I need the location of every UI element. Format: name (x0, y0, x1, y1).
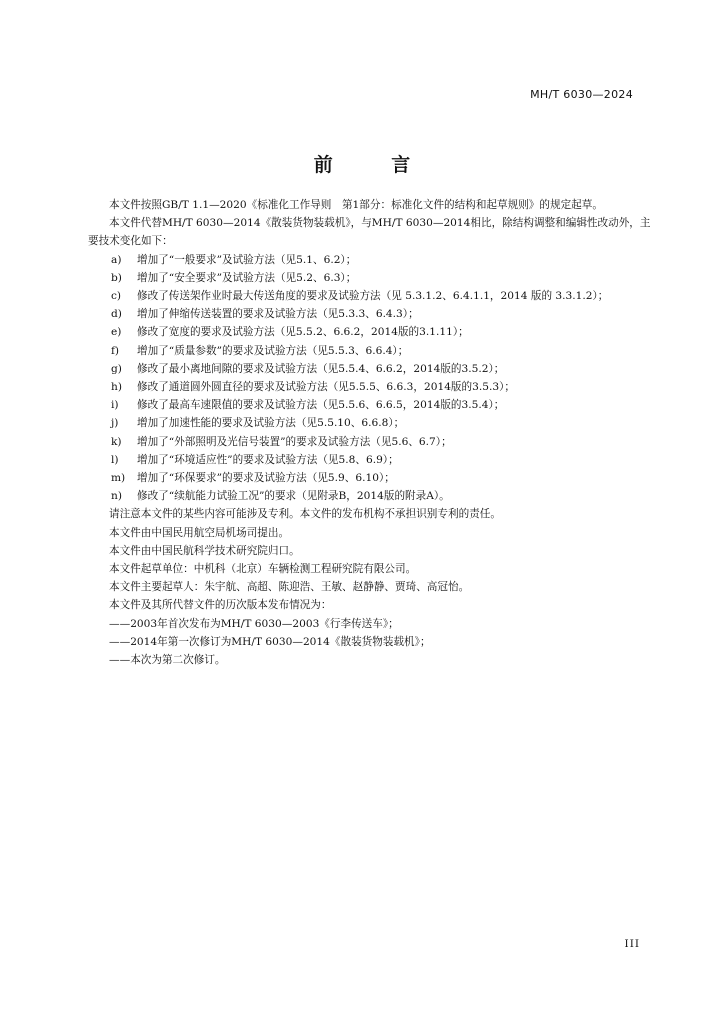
paragraph-replacement: 本文件代替MH/T 6030—2014《散装货物装载机》，与MH/T 6030—2014相比，除结构调整和编辑性改动外，主要技术变化如下： (88, 217, 651, 248)
list-item-text: 修改了宽度的要求及试验方法（见5.5.2、6.6.2，2014版的3.1.11）； (137, 326, 469, 339)
list-item-text: 修改了最高车速限值的要求及试验方法（见5.5.6、6.6.5，2014版的3.5.4）； (137, 399, 505, 412)
paragraph-drafting-rules: 本文件按照GB/T 1.1—2020《标准化工作导则 第1部分：标准化文件的结构和起草规则》的规定起草。 (109, 199, 603, 211)
list-item (88, 323, 660, 341)
drafters: 本文件主要起草人：朱宇航、高超、陈迎浩、王敏、赵静静、贾琦、高冠怡。 (109, 581, 470, 594)
list-item-text: 增加了“外部照明及光信号装置”的要求及试验方法（见5.6、6.7）； (137, 435, 452, 448)
history-list (88, 615, 660, 670)
list-item-text: 增加了“安全要求”及试验方法（见5.2、6.3）； (137, 271, 357, 284)
list-item-label: g) (111, 362, 122, 375)
list-item-text: 增加了加速性能的要求及试验方法（见5.5.10、6.6.8）； (137, 417, 405, 430)
history-item: ——2003年首次发布为MH/T 6030—2003《行李传送车》； (109, 617, 399, 630)
list-item-label: h) (111, 381, 122, 394)
list-item-text: 增加了伸缩传送装置的要求及试验方法（见5.3.3、6.4.3）； (137, 308, 419, 321)
list-item-label: e) (111, 326, 122, 339)
list-item (88, 469, 660, 487)
list-item-label: i) (111, 399, 119, 412)
list-item-text: 修改了传送架作业时最大传送角度的要求及试验方法（见 5.3.1.2、6.4.1.1，2014 版的 3.3.1.2）； (137, 290, 609, 303)
document-code: MH/T 6030—2024 (530, 88, 633, 101)
list-item (88, 305, 660, 323)
list-item (88, 414, 660, 432)
changes-list (88, 251, 660, 506)
page-number: III (624, 938, 640, 950)
list-item-label: j) (111, 417, 119, 430)
list-item-text: 修改了通道圆外圆直径的要求及试验方法（见5.5.5、6.6.3，2014版的3.5.3）； (137, 381, 515, 394)
list-item (88, 269, 660, 287)
list-item (88, 251, 660, 269)
list-item-label: k) (111, 435, 122, 448)
list-item-label: b) (111, 271, 122, 284)
list-item-text: 增加了“环保要求”的要求及试验方法（见5.9、6.10）； (137, 472, 395, 485)
list-item-text: 增加了“环境适应性”的要求及试验方法（见5.8、6.9）； (137, 453, 399, 466)
proposer-statement: 本文件由中国民用航空局机场司提出。 (109, 526, 290, 539)
list-item-label: a) (111, 253, 122, 266)
list-item-text: 修改了“续航能力试验工况”的要求（见附录B，2014版的附录A）。 (137, 490, 450, 503)
list-item-label: f) (111, 344, 120, 357)
list-item-label: l) (111, 453, 119, 466)
page-title: 前 言 (313, 154, 437, 176)
list-item-label: d) (111, 308, 122, 321)
list-item (88, 342, 660, 360)
list-item-text: 修改了最小离地间隙的要求及试验方法（见5.5.4、6.6.2，2014版的3.5.2）； (137, 362, 505, 375)
list-item-text: 增加了“质量参数”的要求及试验方法（见5.5.3、6.6.4）； (137, 344, 409, 357)
list-item-label: m) (111, 472, 126, 485)
list-item (88, 433, 660, 451)
drafting-units: 本文件起草单位：中机科（北京）车辆检测工程研究院有限公司。 (109, 563, 417, 576)
list-item (88, 378, 660, 396)
list-item (88, 287, 660, 305)
list-item-label: c) (111, 290, 122, 303)
list-item-text: 增加了“一般要求”及试验方法（见5.1、6.2）； (137, 253, 357, 266)
list-item (88, 451, 660, 469)
list-item (88, 487, 660, 505)
list-item (88, 396, 660, 414)
history-item: ——2014年第一次修订为MH/T 6030—2014《散装货物装载机》； (109, 635, 431, 648)
owner-statement: 本文件由中国民航科学技术研究院归口。 (109, 544, 300, 557)
foreword-body (88, 196, 660, 669)
history-item: ——本次为第二次修订。 (109, 654, 226, 667)
patent-notice: 请注意本文件的某些内容可能涉及专利。本文件的发布机构不承担识别专利的责任。 (109, 508, 501, 521)
list-item-label: n) (111, 490, 122, 503)
list-item (88, 360, 660, 378)
history-intro: 本文件及其所代替文件的历次版本发布情况为： (109, 599, 332, 612)
